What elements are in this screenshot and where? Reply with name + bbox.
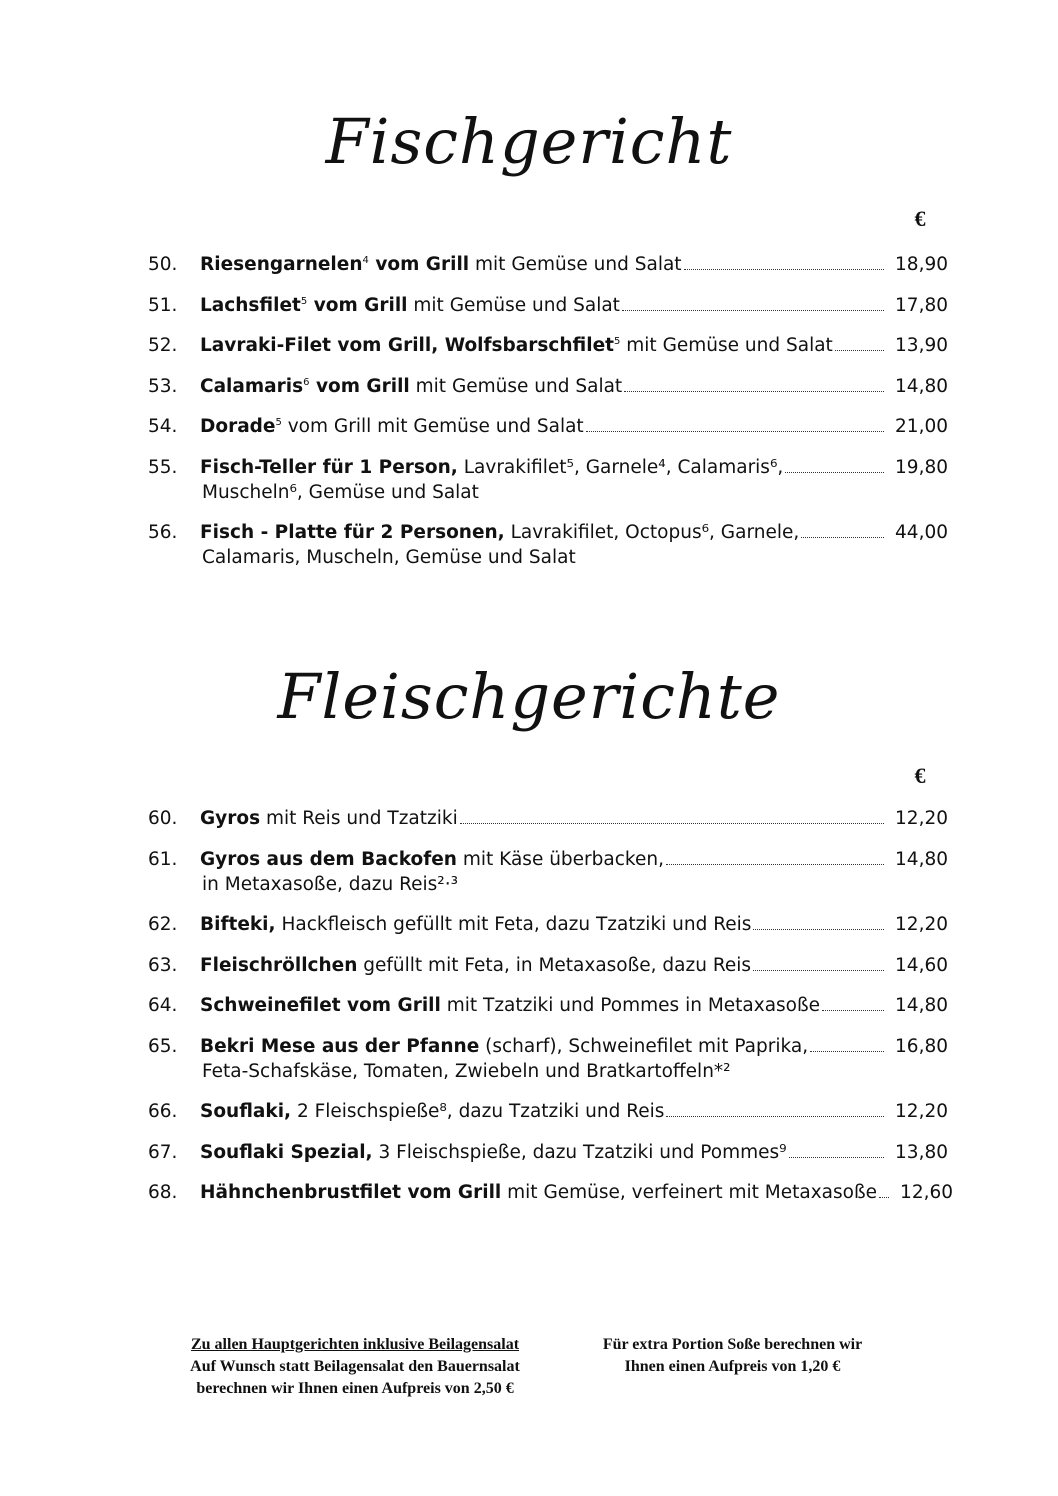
side-salad-note-line-3: berechnen wir Ihnen einen Aufpreis von 2,50 €	[196, 1380, 514, 1397]
item-price: 13,80	[895, 1141, 948, 1163]
item-price: 19,80	[895, 456, 948, 478]
item-name: Souflaki Spezial,	[200, 1141, 373, 1163]
item-number: 56.	[148, 522, 178, 543]
meat-menu-list	[148, 806, 954, 1221]
item-details: Lavrakifilet⁵, Garnele⁴, Calamaris⁶,	[457, 456, 784, 478]
item-description	[200, 1034, 808, 1059]
item-details: mit Reis und Tzatziki	[260, 808, 458, 829]
item-name: Fleischröllchen	[200, 954, 358, 976]
item-number: 60.	[148, 808, 178, 829]
item-price: 13,90	[895, 335, 948, 356]
item-details: 2 Fleischspieße⁸, dazu Tzatziki und Reis	[291, 1101, 665, 1122]
item-name: Dorade	[200, 416, 276, 437]
dot-leader	[789, 1156, 884, 1158]
dot-leader	[879, 1196, 889, 1198]
item-details: mit Käse überbacken,	[456, 848, 664, 870]
item-number: 51.	[148, 294, 178, 316]
item-price: 12,20	[895, 1101, 948, 1122]
allergen-footnote: 6	[303, 376, 310, 388]
item-description	[200, 520, 799, 545]
item-description	[200, 252, 682, 277]
item-name: Lachsfilet	[200, 294, 301, 316]
menu-item	[148, 1034, 948, 1084]
item-description	[200, 847, 664, 872]
item-number: 63.	[148, 954, 178, 976]
item-price: 17,80	[895, 294, 948, 316]
menu-item	[148, 1180, 954, 1205]
dot-leader	[810, 1050, 884, 1052]
menu-item	[148, 1140, 948, 1165]
item-price: 44,00	[895, 522, 948, 543]
item-price: 21,00	[895, 416, 948, 437]
item-name-suffix: vom Grill	[309, 375, 410, 397]
item-number: 53.	[148, 375, 178, 397]
menu-item	[148, 455, 948, 505]
item-name: Bifteki,	[200, 914, 276, 935]
item-price: 14,80	[895, 995, 948, 1016]
item-details: mit Gemüse und Salat	[469, 254, 682, 275]
item-name: Gyros	[200, 808, 261, 829]
item-name: Riesengarnelen	[200, 254, 363, 275]
dot-leader	[666, 1115, 884, 1117]
dot-leader	[801, 536, 884, 538]
item-description	[200, 455, 783, 480]
item-name: Hähnchenbrustfilet vom Grill	[200, 1182, 502, 1203]
item-number: 65.	[148, 1035, 178, 1057]
item-description	[200, 414, 584, 439]
menu-item	[148, 520, 948, 570]
item-details: 3 Fleischspieße, dazu Tzatziki und Pommes⁹	[372, 1141, 787, 1163]
item-price: 16,80	[895, 1035, 948, 1057]
fish-menu-list	[148, 252, 948, 586]
menu-item	[148, 847, 948, 897]
menu-item	[148, 1099, 948, 1124]
item-name: Lavraki-Filet vom Grill, Wolfsbarschfilet	[200, 335, 615, 356]
item-description	[200, 1140, 787, 1165]
dot-leader	[822, 1009, 884, 1011]
extra-sauce-note-line-1: Für extra Portion Soße berechnen wir	[602, 1336, 863, 1353]
side-salad-note-line-2: Auf Wunsch statt Beilagensalat den Bauernsalat	[190, 1358, 520, 1375]
item-description	[200, 806, 458, 831]
item-number: 52.	[148, 335, 178, 356]
side-salad-note-line-1: Zu allen Hauptgerichten inklusive Beilagensalat	[190, 1336, 520, 1353]
side-salad-note	[130, 1334, 580, 1400]
item-number: 61.	[148, 848, 178, 870]
meat-section-title: Fleischgerichte	[277, 660, 781, 733]
item-number: 62.	[148, 914, 178, 935]
item-description	[200, 374, 622, 399]
item-details: mit Gemüse und Salat	[409, 375, 623, 397]
item-number: 66.	[148, 1101, 178, 1122]
menu-item	[148, 912, 948, 937]
item-number: 67.	[148, 1141, 178, 1163]
item-price: 12,20	[895, 808, 948, 829]
menu-item	[148, 414, 948, 439]
item-name: Souflaki,	[200, 1101, 292, 1122]
menu-item	[148, 293, 948, 318]
item-number: 50.	[148, 254, 178, 275]
allergen-footnote: 4	[362, 254, 369, 266]
item-price: 14,60	[895, 954, 948, 976]
item-name: Gyros aus dem Backofen	[200, 848, 457, 870]
item-description	[200, 1099, 664, 1124]
dot-leader	[785, 471, 884, 473]
dot-leader	[753, 969, 884, 971]
item-name-suffix: vom Grill	[368, 254, 470, 275]
menu-item	[148, 374, 948, 399]
extra-sauce-note	[560, 1334, 905, 1378]
menu-item	[148, 252, 948, 277]
dot-leader	[684, 268, 884, 270]
item-name: Calamaris	[200, 375, 304, 397]
item-description	[200, 1180, 877, 1205]
item-details: mit Tzatziki und Pommes in Metaxasoße	[440, 995, 821, 1016]
item-number: 55.	[148, 456, 178, 478]
item-name: Fisch-Teller für 1 Person,	[200, 456, 458, 478]
menu-item	[148, 993, 948, 1018]
dot-leader	[666, 863, 884, 865]
meat-currency-label: €	[914, 763, 926, 788]
item-details: vom Grill mit Gemüse und Salat	[281, 416, 584, 437]
item-description	[200, 912, 751, 937]
dot-leader	[624, 390, 884, 392]
item-name: Schweinefilet vom Grill	[200, 995, 441, 1016]
menu-item	[148, 806, 948, 831]
item-details: mit Gemüse und Salat	[620, 335, 833, 356]
item-details: (scharf), Schweinefilet mit Paprika,	[479, 1035, 809, 1057]
item-description	[200, 293, 620, 318]
item-name: Fisch - Platte für 2 Personen,	[200, 522, 505, 543]
item-name: Bekri Mese aus der Pfanne	[200, 1035, 480, 1057]
allergen-footnote: 5	[300, 295, 308, 307]
dot-leader	[753, 928, 884, 930]
item-description	[200, 953, 751, 978]
item-number: 64.	[148, 995, 178, 1016]
item-details: mit Gemüse und Salat	[407, 294, 620, 316]
item-details-continued: Feta-Schafskäse, Tomaten, Zwiebeln und Bratkartoffeln*²	[202, 1060, 731, 1082]
dot-leader	[586, 430, 884, 432]
item-details: mit Gemüse, verfeinert mit Metaxasoße	[501, 1182, 878, 1203]
fish-currency-label: €	[914, 206, 926, 231]
item-price: 18,90	[895, 254, 948, 275]
item-price: 14,80	[895, 848, 948, 870]
allergen-footnote: 5	[614, 335, 621, 347]
item-details: Lavrakifilet, Octopus⁶, Garnele,	[504, 522, 800, 543]
item-description	[200, 993, 820, 1018]
item-details: Hackfleisch gefüllt mit Feta, dazu Tzatziki und Reis	[275, 914, 752, 935]
item-price: 14,80	[895, 375, 948, 397]
item-name-suffix: vom Grill	[307, 294, 408, 316]
extra-sauce-note-line-2: Ihnen einen Aufpreis von 1,20 €	[624, 1358, 841, 1375]
menu-item	[148, 333, 948, 358]
dot-leader	[460, 822, 884, 824]
item-details-continued: Muscheln⁶, Gemüse und Salat	[202, 481, 479, 503]
item-description	[200, 333, 833, 358]
item-number: 54.	[148, 416, 178, 437]
item-details-continued: in Metaxasoße, dazu Reis²·³	[202, 873, 459, 895]
allergen-footnote: 5	[275, 416, 282, 428]
item-details-continued: Calamaris, Muscheln, Gemüse und Salat	[202, 547, 576, 568]
dot-leader	[835, 349, 884, 351]
item-price: 12,60	[900, 1182, 954, 1203]
item-price: 12,20	[895, 914, 948, 935]
fish-section-title: Fischgericht	[325, 105, 733, 178]
menu-item	[148, 953, 948, 978]
dot-leader	[622, 309, 884, 311]
item-number: 68.	[148, 1182, 178, 1203]
item-details: gefüllt mit Feta, in Metaxasoße, dazu Reis	[357, 954, 752, 976]
